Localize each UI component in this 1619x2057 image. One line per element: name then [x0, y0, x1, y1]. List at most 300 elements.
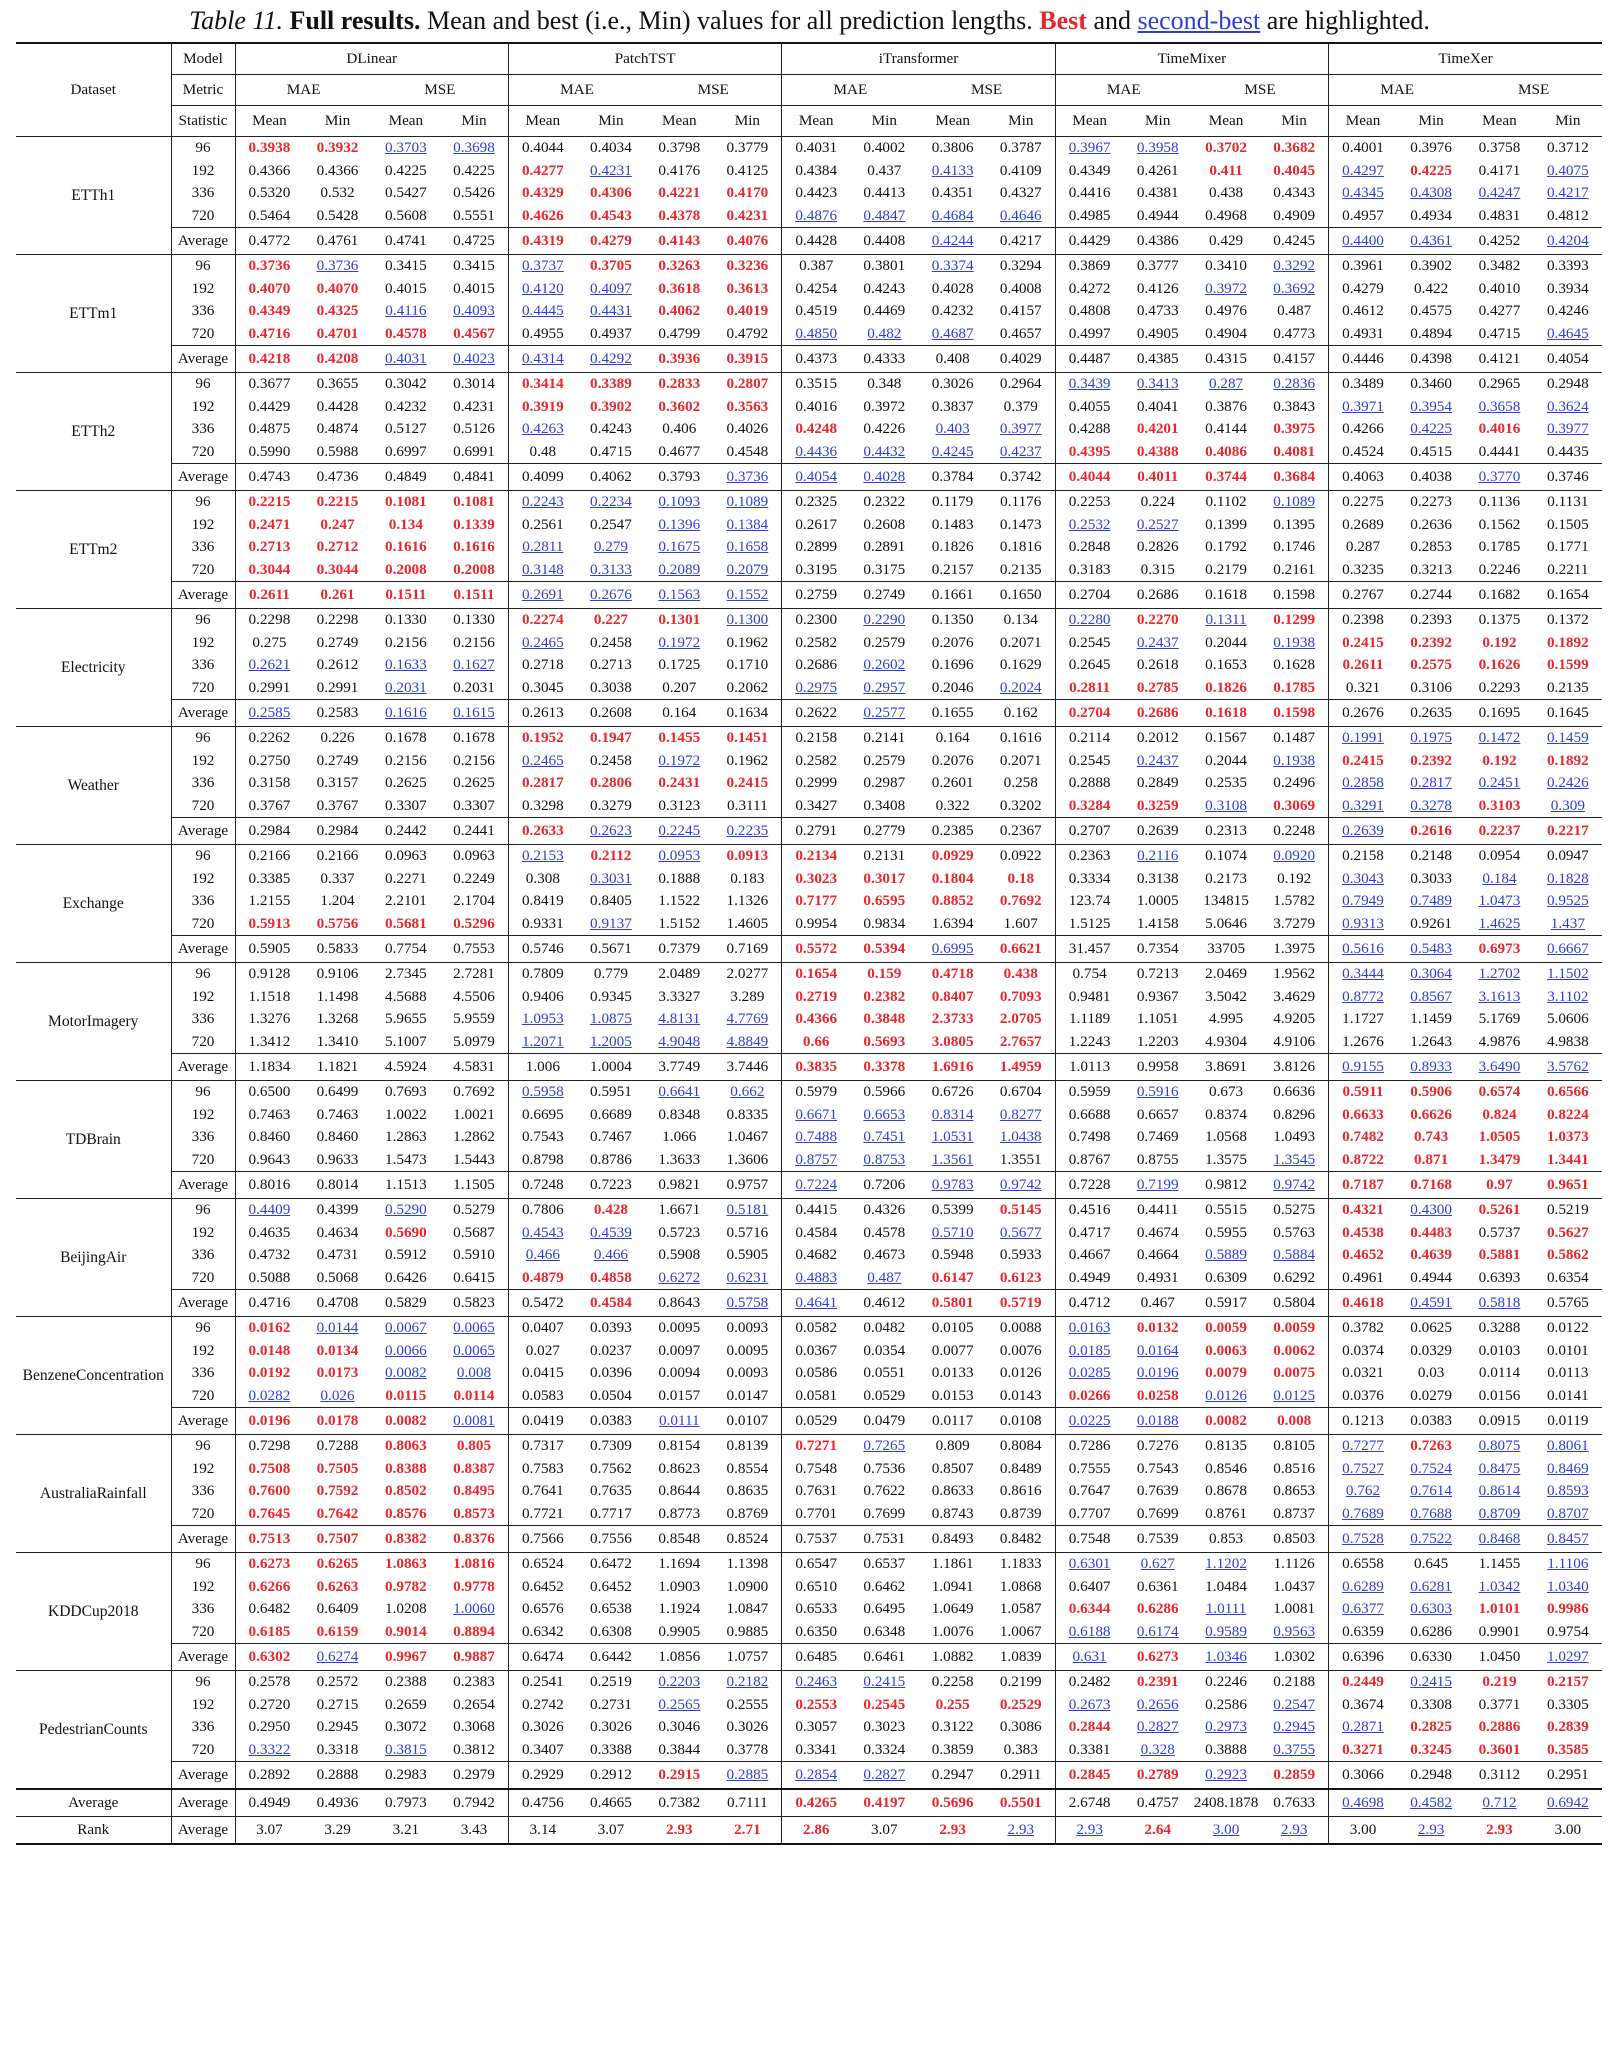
value-cell: [1124, 1716, 1192, 1739]
second-best-value: 0.6231: [726, 1268, 769, 1286]
value: 0.1618: [1205, 586, 1247, 603]
value-cell: [235, 985, 303, 1008]
best-value: 0.227: [593, 611, 629, 629]
value-cell: [1397, 1244, 1465, 1267]
value-cell: [645, 1198, 713, 1221]
stat-min-header: Min: [850, 105, 918, 136]
value: 0.6537: [863, 1555, 906, 1573]
value: 0.5126: [453, 420, 495, 438]
value-cell: [713, 227, 781, 254]
value: 0.3934: [1546, 279, 1589, 297]
value-cell: [918, 1080, 986, 1103]
best-value: 0.0134: [316, 1341, 359, 1359]
value-cell: [782, 204, 850, 227]
value-cell: [1192, 1221, 1260, 1244]
value-cell: [850, 536, 918, 559]
value-cell: [1397, 794, 1465, 817]
value: 0.3976: [1410, 139, 1452, 157]
value: 0.2945: [316, 1718, 359, 1736]
value-cell: [235, 608, 303, 631]
value: 0.4441: [1478, 442, 1521, 460]
value: 0.6689: [590, 1105, 632, 1123]
best-value: 0.1947: [590, 729, 632, 747]
value-cell: [235, 1103, 303, 1126]
second-best-value: 0.9742: [999, 1176, 1042, 1193]
table-row: [16, 1103, 1602, 1126]
value: 0.4773: [1273, 324, 1316, 342]
value-cell: [577, 749, 645, 772]
second-best-value: 0.2463: [795, 1673, 838, 1691]
value-cell: [235, 440, 303, 463]
value-cell: [1534, 631, 1602, 654]
value: 0.4054: [1546, 350, 1589, 367]
model-timemixer: TimeMixer: [1055, 43, 1328, 74]
value: 0.406: [662, 420, 697, 438]
horizon-label: 96: [171, 254, 235, 277]
value-cell: [782, 1457, 850, 1480]
value-cell: [1465, 1525, 1533, 1552]
second-best-value: 0.8933: [1410, 1058, 1452, 1075]
value: 0.1696: [931, 656, 974, 674]
table-row: [16, 440, 1602, 463]
value: 0.6558: [1342, 1555, 1384, 1573]
value-cell: [440, 490, 508, 513]
value-cell: [1329, 654, 1397, 677]
best-value: 0.2844: [1068, 1718, 1111, 1736]
value-cell: [235, 1198, 303, 1221]
value-cell: [850, 608, 918, 631]
value-cell: [918, 159, 986, 182]
statistic-header: Statistic: [171, 105, 235, 136]
caption-best-word: Best: [1039, 6, 1087, 35]
horizon-label: 336: [171, 418, 235, 441]
value-cell: [1397, 1198, 1465, 1221]
value-cell: [1329, 817, 1397, 844]
second-best-value: 0.3977: [1546, 420, 1589, 438]
value-cell: [645, 699, 713, 726]
value: 0.1678: [384, 729, 427, 747]
value: 1.1505: [453, 1176, 495, 1193]
value-cell: [782, 1266, 850, 1289]
value-cell: [987, 1575, 1055, 1598]
table-row: [16, 300, 1602, 323]
value: 0.0407: [521, 1319, 564, 1337]
value-cell: [850, 1643, 918, 1670]
value-cell: [508, 300, 576, 323]
value-cell: [1329, 372, 1397, 395]
table-row: [16, 890, 1602, 913]
value-cell: [235, 1080, 303, 1103]
value-cell: [235, 1339, 303, 1362]
value-cell: [577, 513, 645, 536]
value-cell: [850, 1244, 918, 1267]
value: 0.8635: [726, 1482, 769, 1500]
value: 0.4792: [726, 324, 769, 342]
value-cell: [235, 513, 303, 536]
value-cell: [1124, 204, 1192, 227]
value: 0.2572: [316, 1673, 359, 1691]
value-cell: [1534, 322, 1602, 345]
overall-average-label: Average: [16, 1789, 171, 1817]
value-cell: [713, 1053, 781, 1080]
value: 0.2388: [384, 1673, 427, 1691]
value-cell: [1055, 912, 1123, 935]
second-best-value: 0.3658: [1478, 397, 1521, 415]
stat-min-header: Min: [577, 105, 645, 136]
value-cell: [235, 1008, 303, 1031]
value-cell: [1124, 1575, 1192, 1598]
value: 0.8524: [726, 1530, 769, 1547]
value: 0.4677: [658, 442, 701, 460]
value: 0.3902: [1410, 257, 1452, 275]
value: 0.4327: [999, 184, 1042, 202]
value-cell: [1465, 1598, 1533, 1621]
value-cell: [782, 1816, 850, 1844]
value: 1.1522: [658, 892, 701, 910]
value-cell: [577, 1816, 645, 1844]
value-cell: [1397, 204, 1465, 227]
value-cell: [782, 1575, 850, 1598]
table-row: [16, 159, 1602, 182]
best-value: 0.8382: [384, 1530, 427, 1547]
value: 0.0374: [1342, 1341, 1384, 1359]
value-cell: [918, 699, 986, 726]
value: 0.1399: [1205, 515, 1247, 533]
value: 0.8548: [658, 1530, 701, 1547]
caption-text: Mean and best (i.e., Min) values for all prediction lengths.: [420, 6, 1040, 35]
value-cell: [782, 1407, 850, 1434]
best-value: 0.3932: [316, 139, 359, 157]
horizon-label: 96: [171, 136, 235, 159]
best-value: 2.93: [939, 1821, 966, 1838]
value-cell: [1124, 1502, 1192, 1525]
second-best-value: 0.4684: [931, 206, 974, 224]
value-cell: [440, 1316, 508, 1339]
value-cell: [1124, 726, 1192, 749]
value-cell: [645, 654, 713, 677]
second-best-value: 0.0285: [1068, 1364, 1111, 1382]
value: 0.4799: [658, 324, 701, 342]
value: 0.7562: [590, 1459, 632, 1477]
value: 1.0493: [1273, 1128, 1316, 1146]
value-cell: [440, 322, 508, 345]
value: 0.4712: [1068, 1294, 1111, 1311]
value: 0.2555: [726, 1695, 769, 1713]
value: 0.7622: [863, 1482, 906, 1500]
value-cell: [782, 654, 850, 677]
value-cell: [1055, 1221, 1123, 1244]
value-cell: [918, 581, 986, 608]
value-cell: [1192, 631, 1260, 654]
best-value: 0.4567: [453, 324, 495, 342]
value-cell: [782, 1103, 850, 1126]
value-cell: [303, 558, 371, 581]
value-cell: [440, 631, 508, 654]
second-best-value: 0.5616: [1342, 940, 1384, 957]
value-cell: [372, 1480, 440, 1503]
value: 0.0143: [999, 1386, 1042, 1404]
value-cell: [235, 890, 303, 913]
value-cell: [1329, 844, 1397, 867]
best-value: 0.192: [1482, 633, 1517, 651]
value-cell: [850, 1148, 918, 1171]
second-best-value: 0.7524: [1410, 1459, 1452, 1477]
value-cell: [508, 631, 576, 654]
value-cell: [372, 699, 440, 726]
value-cell: [1397, 1362, 1465, 1385]
value-cell: [918, 1670, 986, 1693]
value: 0.4171: [1478, 161, 1521, 179]
second-best-value: 0.3278: [1410, 796, 1452, 814]
value-cell: [508, 1080, 576, 1103]
value: 0.3157: [316, 774, 359, 792]
value: 0.3746: [1546, 468, 1589, 485]
value-cell: [850, 1008, 918, 1031]
value-cell: [372, 608, 440, 631]
value: 0.4044: [521, 139, 564, 157]
value-cell: [1192, 1761, 1260, 1789]
best-value: 0.5719: [999, 1294, 1042, 1311]
best-value: 0.192: [1482, 751, 1517, 769]
value: 1.006: [525, 1058, 560, 1075]
value: 1.1498: [316, 987, 359, 1005]
value-cell: [850, 490, 918, 513]
value-cell: [1124, 1053, 1192, 1080]
value-cell: [577, 1384, 645, 1407]
horizon-label: 336: [171, 1008, 235, 1031]
second-best-value: 0.7199: [1136, 1176, 1179, 1193]
value: 0.3778: [726, 1740, 769, 1758]
value: 0.6286: [1410, 1622, 1452, 1640]
value-cell: [850, 1525, 918, 1552]
value: 5.9559: [453, 1010, 495, 1028]
value: 1.0067: [999, 1622, 1042, 1640]
value-cell: [1260, 1198, 1328, 1221]
value-cell: [1260, 1643, 1328, 1670]
value: 0.3175: [863, 560, 906, 578]
value-cell: [508, 1761, 576, 1789]
value-cell: [1124, 1789, 1192, 1817]
second-best-value: 0.2465: [521, 751, 564, 769]
value-cell: [1192, 1008, 1260, 1031]
value-cell: [987, 1008, 1055, 1031]
value-cell: [577, 817, 645, 844]
value-cell: [1124, 300, 1192, 323]
value-cell: [303, 322, 371, 345]
best-value: 0.0132: [1136, 1319, 1179, 1337]
value-cell: [645, 1525, 713, 1552]
value-cell: [713, 182, 781, 205]
value: 0.8798: [521, 1150, 564, 1168]
value-cell: [918, 558, 986, 581]
value-cell: [1055, 395, 1123, 418]
value: 0.1645: [1546, 704, 1589, 721]
value: 0.0076: [999, 1341, 1042, 1359]
value: 3.8691: [1205, 1058, 1247, 1075]
value: 4.9304: [1205, 1032, 1247, 1050]
value-cell: [1329, 1221, 1397, 1244]
second-best-value: 0.4445: [521, 302, 564, 320]
best-value: 0.7482: [1342, 1128, 1384, 1146]
best-value: 0.6147: [931, 1268, 974, 1286]
value-cell: [440, 1171, 508, 1198]
value: 0.3111: [727, 796, 768, 814]
value: 0.2911: [1000, 1766, 1042, 1783]
value-cell: [508, 1244, 576, 1267]
value: 0.0479: [863, 1412, 906, 1429]
value-cell: [1124, 277, 1192, 300]
best-value: 0.3023: [795, 869, 838, 887]
value-cell: [850, 322, 918, 345]
value-cell: [1055, 1693, 1123, 1716]
value-cell: [372, 1552, 440, 1575]
value: 0.9834: [863, 914, 906, 932]
value: 0.2179: [1205, 560, 1247, 578]
value-cell: [918, 536, 986, 559]
best-value: 0.7508: [248, 1459, 291, 1477]
value-cell: [440, 395, 508, 418]
second-best-value: 0.2565: [658, 1695, 701, 1713]
second-best-value: 0.4133: [931, 161, 974, 179]
second-best-value: 0.4539: [590, 1223, 632, 1241]
value-cell: [1260, 1480, 1328, 1503]
value: 1.607: [1003, 914, 1038, 932]
value: 1.5782: [1273, 892, 1316, 910]
value: 0.9367: [1136, 987, 1179, 1005]
value-cell: [1329, 631, 1397, 654]
value-cell: [850, 182, 918, 205]
value: 0.8335: [726, 1105, 769, 1123]
value-cell: [508, 1103, 576, 1126]
value: 1.0004: [590, 1058, 632, 1075]
value: 0.7806: [521, 1201, 564, 1219]
value-cell: [440, 300, 508, 323]
value-cell: [577, 136, 645, 159]
value-cell: [1124, 490, 1192, 513]
value-cell: [372, 277, 440, 300]
table-row: [16, 395, 1602, 418]
value: 0.9821: [658, 1176, 701, 1193]
value-cell: [577, 1198, 645, 1221]
value-cell: [1465, 372, 1533, 395]
best-value: 0.5881: [1478, 1246, 1521, 1264]
value-cell: [645, 1171, 713, 1198]
value: 0.2749: [316, 751, 359, 769]
second-best-value: 0.4247: [1478, 184, 1521, 202]
value: 0.7693: [384, 1083, 427, 1101]
value-cell: [1534, 395, 1602, 418]
value-cell: [1534, 1738, 1602, 1761]
value: 0.6407: [1068, 1577, 1111, 1595]
value-cell: [1534, 1575, 1602, 1598]
value-cell: [1192, 935, 1260, 962]
best-value: 0.3378: [863, 1058, 906, 1075]
value-cell: [987, 159, 1055, 182]
best-value: 0.6626: [1410, 1105, 1452, 1123]
value-cell: [1055, 1103, 1123, 1126]
value: 3.7279: [1273, 914, 1316, 932]
value: 0.6704: [999, 1083, 1042, 1101]
table-row: [16, 372, 1602, 395]
value-cell: [850, 1761, 918, 1789]
value: 0.4487: [1068, 350, 1111, 367]
value-cell: [1124, 1670, 1192, 1693]
table-row: [16, 1693, 1602, 1716]
value-cell: [1329, 1552, 1397, 1575]
value: 0.3758: [1478, 139, 1521, 157]
value: 0.4001: [1342, 139, 1384, 157]
second-best-value: 0.0196: [1136, 1364, 1179, 1382]
horizon-label: 720: [171, 558, 235, 581]
value: 3.289: [730, 987, 765, 1005]
value: 0.1213: [1342, 1412, 1384, 1429]
value-cell: [235, 1457, 303, 1480]
best-value: 0.3705: [590, 257, 632, 275]
value: 0.4548: [726, 442, 769, 460]
value-cell: [1329, 935, 1397, 962]
value-cell: [850, 1316, 918, 1339]
value-cell: [1192, 1434, 1260, 1457]
best-value: 0.3414: [521, 375, 564, 393]
average-label: Average: [171, 817, 235, 844]
table-row: [16, 1670, 1602, 1693]
value: 0.7633: [1273, 1794, 1316, 1811]
stat-mean-header: Mean: [1055, 105, 1123, 136]
value-cell: [440, 699, 508, 726]
value-cell: [782, 1693, 850, 1716]
second-best-value: 0.8475: [1478, 1459, 1521, 1477]
second-best-value: 1.2005: [590, 1032, 632, 1050]
value: 1.1727: [1342, 1010, 1384, 1028]
value: 0.275: [252, 633, 287, 651]
best-value: 0.1616: [384, 538, 427, 556]
second-best-value: 0.4687: [931, 324, 974, 342]
value-cell: [918, 749, 986, 772]
value-cell: [235, 1266, 303, 1289]
best-value: 0.0178: [316, 1412, 359, 1429]
value: 0.4949: [248, 1794, 291, 1811]
value-cell: [235, 1221, 303, 1244]
value-cell: [1329, 1693, 1397, 1716]
best-value: 0.2712: [316, 538, 359, 556]
value-cell: [508, 608, 576, 631]
value: 0.3195: [795, 560, 838, 578]
value-cell: [782, 513, 850, 536]
value-cell: [645, 935, 713, 962]
value: 0.7498: [1068, 1128, 1111, 1146]
value: 0.3385: [248, 869, 291, 887]
value: 0.7206: [863, 1176, 906, 1193]
value-cell: [508, 1693, 576, 1716]
value-cell: [713, 1316, 781, 1339]
value-cell: [987, 608, 1055, 631]
value: 0.8348: [658, 1105, 701, 1123]
second-best-value: 0.0066: [384, 1341, 427, 1359]
value-cell: [645, 726, 713, 749]
value-cell: [1329, 1171, 1397, 1198]
best-value: 0.2134: [795, 847, 838, 865]
value-cell: [1465, 1693, 1533, 1716]
second-best-value: 0.3971: [1342, 397, 1384, 415]
second-best-value: 0.8707: [1546, 1504, 1589, 1522]
value: 0.5951: [590, 1083, 632, 1101]
value: 0.7537: [795, 1530, 838, 1547]
value: 0.6997: [384, 442, 427, 460]
value: 31.457: [1068, 940, 1111, 957]
value-cell: [372, 962, 440, 985]
value-cell: [850, 1598, 918, 1621]
value: 0.2635: [1410, 704, 1452, 721]
